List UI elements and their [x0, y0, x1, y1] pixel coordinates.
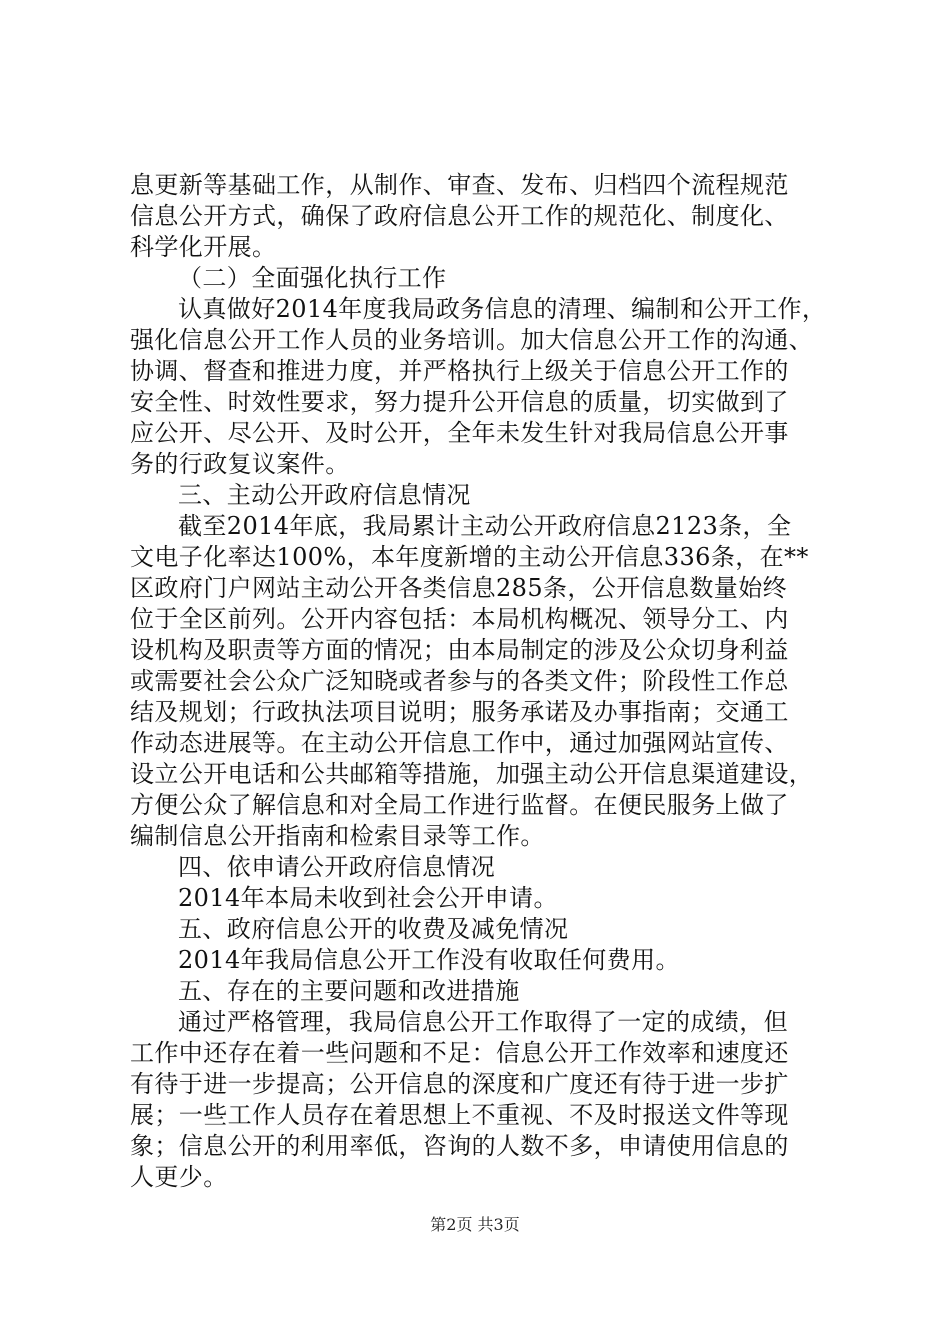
text-line: 设立公开电话和公共邮箱等措施，加强主动公开信息渠道建设， [130, 760, 814, 788]
text-line: 应公开、尽公开、及时公开，全年未发生针对我局信息公开事 [130, 419, 789, 447]
text-line: 编制信息公开指南和检索目录等工作。 [130, 822, 545, 850]
text-line: （二）全面强化执行工作 [178, 264, 447, 292]
text-line: 安全性、时效性要求，努力提升公开信息的质量，切实做到了 [130, 388, 789, 416]
text-line: 强化信息公开工作人员的业务培训。加大信息公开工作的沟通、 [130, 326, 814, 354]
page-footer: 第2页 共3页 [430, 1215, 520, 1234]
text-line: 作动态进展等。在主动公开信息工作中，通过加强网站宣传、 [130, 729, 789, 757]
text-line: 五、政府信息公开的收费及减免情况 [178, 915, 569, 943]
text-line: 工作中还存在着一些问题和不足：信息公开工作效率和速度还 [130, 1039, 789, 1067]
text-line: 位于全区前列。公开内容包括：本局机构概况、领导分工、内 [130, 605, 789, 633]
text-line: 五、存在的主要问题和改进措施 [178, 977, 520, 1005]
text-line: 务的行政复议案件。 [130, 450, 350, 478]
text-line: 2014年我局信息公开工作没有收取任何费用。 [178, 946, 680, 974]
text-line: 协调、督查和推进力度，并严格执行上级关于信息公开工作的 [130, 357, 789, 385]
text-line: 信息公开方式，确保了政府信息公开工作的规范化、制度化、 [130, 202, 789, 230]
text-line: 象；信息公开的利用率低，咨询的人数不多，申请使用信息的 [130, 1132, 789, 1160]
text-line: 通过严格管理，我局信息公开工作取得了一定的成绩，但 [178, 1008, 788, 1036]
text-line: 区政府门户网站主动公开各类信息285条，公开信息数量始终 [130, 574, 788, 602]
text-line: 文电子化率达100%，本年度新增的主动公开信息336条，在** [130, 543, 809, 571]
text-line: 科学化开展。 [130, 233, 277, 261]
text-line: 三、主动公开政府信息情况 [178, 481, 471, 509]
body-lines [130, 170, 830, 1193]
text-line: 2014年本局未收到社会公开申请。 [178, 884, 558, 912]
text-line: 截至2014年底，我局累计主动公开政府信息2123条，全 [178, 512, 792, 540]
text-line: 四、依申请公开政府信息情况 [178, 853, 496, 881]
text-line: 或需要社会公众广泛知晓或者参与的各类文件；阶段性工作总 [130, 667, 789, 695]
text-line: 认真做好2014年度我局政务信息的清理、编制和公开工作， [178, 295, 827, 323]
text-line: 人更少。 [130, 1163, 228, 1191]
text-line: 方便公众了解信息和对全局工作进行监督。在便民服务上做了 [130, 791, 789, 819]
text-line: 息更新等基础工作，从制作、审查、发布、归档四个流程规范 [130, 171, 789, 199]
text-line: 结及规划；行政执法项目说明；服务承诺及办事指南；交通工 [130, 698, 789, 726]
text-line: 设机构及职责等方面的情况；由本局制定的涉及公众切身利益 [130, 636, 789, 664]
document-body [130, 170, 830, 1193]
text-line: 有待于进一步提高；公开信息的深度和广度还有待于进一步扩 [130, 1070, 789, 1098]
text-line: 展；一些工作人员存在着思想上不重视、不及时报送文件等现 [130, 1101, 789, 1129]
